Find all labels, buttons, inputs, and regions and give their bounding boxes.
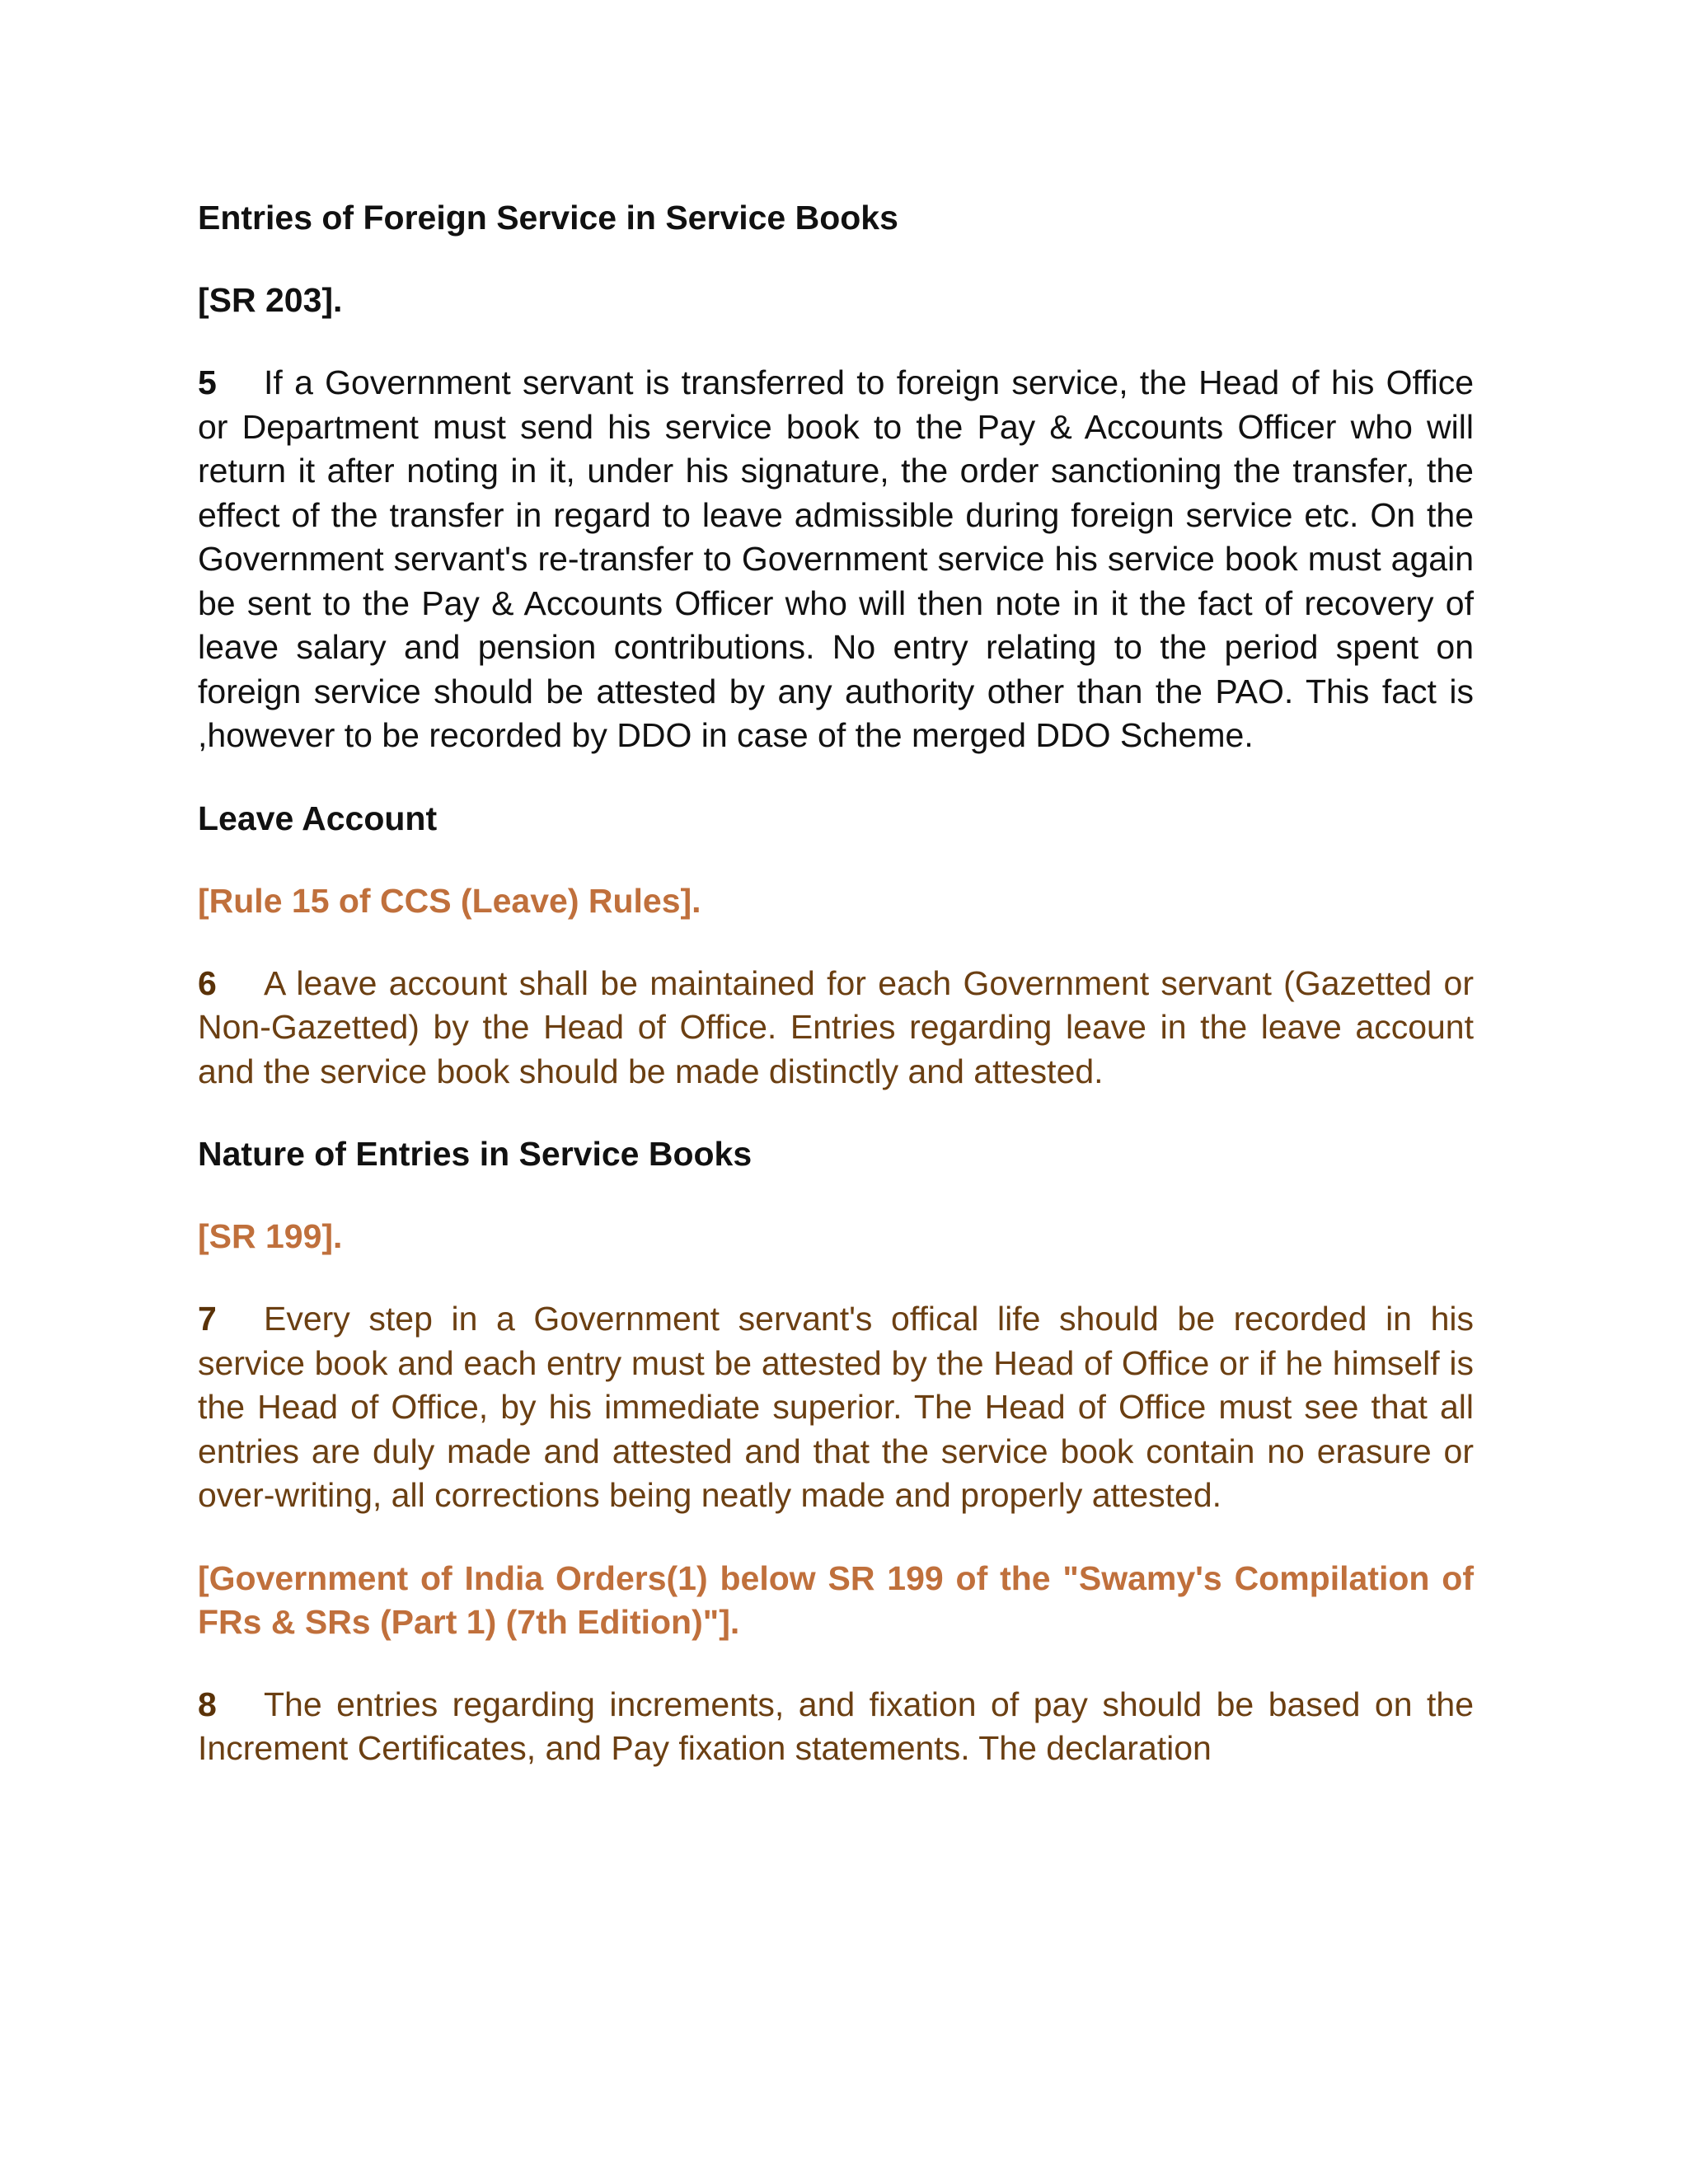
paragraph-text: If a Government servant is transferred to foreign service, the Head of his Office or Department must send his service book to the Pay & Accounts Officer who will return it after noting in it, under his signature, the order sanctioning the transfer, the effect of the transfer in regard to leave admissible during foreign service etc. On the Government servant's re-transfer to Government service his service book must again be sent to the Pay & Accounts Officer who will then note in it the fact of recovery of leave salary and pension contributions. No entry relating to the period spent on foreign service should be attested by any authority other than the PAO. This fact is ,however to be recorded by DDO in case of the merged DDO Scheme. <box>198 363 1474 754</box>
heading-nature-of-entries: Nature of Entries in Service Books <box>198 1135 753 1173</box>
paragraph-number: 5 <box>198 363 217 401</box>
paragraph-number: 8 <box>198 1685 217 1723</box>
reference-sr-203: [SR 203]. <box>198 281 343 319</box>
heading-foreign-service: Entries of Foreign Service in Service Books <box>198 199 898 237</box>
paragraph-number: 7 <box>198 1300 217 1338</box>
paragraph-5 <box>198 361 1474 758</box>
paragraph-7 <box>198 1297 1474 1518</box>
paragraph-text: Every step in a Government servant's offical life should be recorded in his service book and each entry must be attested by the Head of Office or if he himself is the Head of Office, by his immediate superior. The Head of Office must see that all entries are duly made and attested and that the service book contain no erasure or over-writing, all corrections being neatly made and properly attested. <box>198 1300 1474 1514</box>
paragraph-text: A leave account shall be maintained for each Government servant (Gazetted or Non-Gazetted) by the Head of Office. Entries regarding leave in the leave account and the service book should be made distinctly and attested. <box>198 963 1474 1090</box>
paragraph-number: 6 <box>198 963 217 1002</box>
reference-goi-orders: [Government of India Orders(1) below SR 199 of the "Swamy's Compilation of FRs & SRs (Part 1) (7th Edition)"]. <box>198 1558 1474 1641</box>
document-page <box>198 196 1474 1810</box>
heading-leave-account: Leave Account <box>198 799 438 837</box>
paragraph-text: The entries regarding increments, and fixation of pay should be based on the Increment Certificates, and Pay fixation statements. The declaration <box>198 1685 1474 1767</box>
paragraph-8 <box>198 1683 1474 1771</box>
reference-sr-199: [SR 199]. <box>198 1217 343 1255</box>
paragraph-6 <box>198 962 1474 1094</box>
reference-rule-15: [Rule 15 of CCS (Leave) Rules]. <box>198 881 701 920</box>
